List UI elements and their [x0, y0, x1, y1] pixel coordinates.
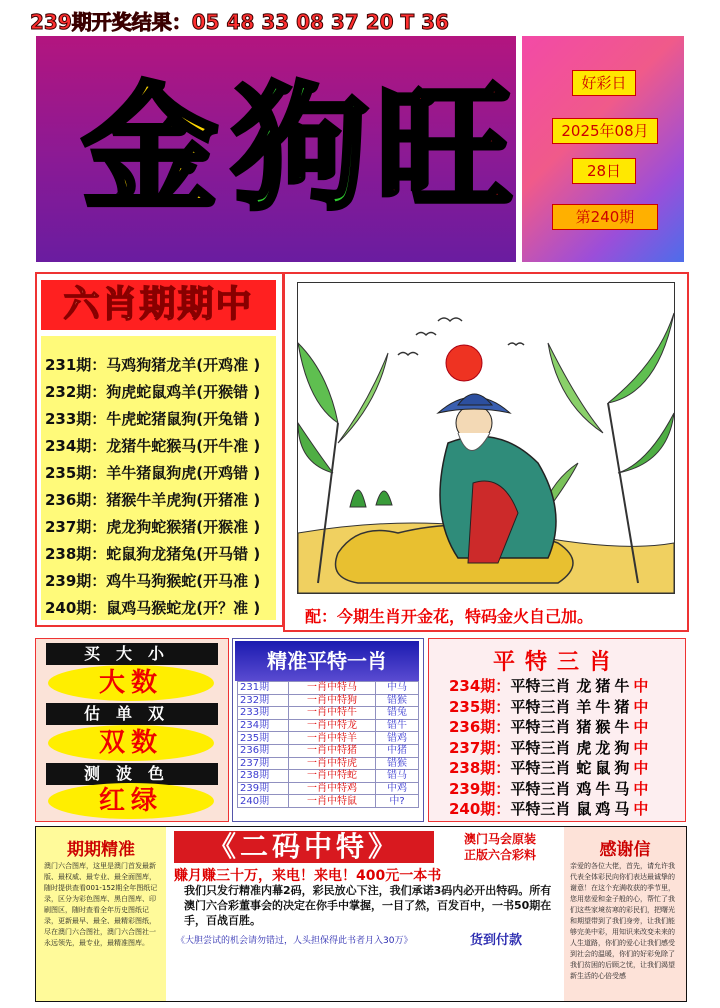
cash-on-delivery: 货到付款: [470, 933, 523, 948]
result-cell: 错猴: [376, 757, 419, 770]
last-draw-result: 239期开奖结果：05 48 33 08 37 20 T 36: [30, 10, 449, 34]
color-heading: [46, 763, 218, 785]
zodiac-text: 蛇鼠狗: [576, 759, 634, 777]
table-row: [238, 694, 419, 707]
zodiac-text: 羊牛猪: [576, 697, 634, 716]
list-item: 235期：羊牛猪鼠狗虎(开鸡错 ): [45, 464, 261, 482]
list-item: [449, 798, 648, 819]
hit-text: 中: [633, 697, 649, 716]
period-cell: 239期: [238, 782, 289, 795]
pingte-three-panel: [428, 638, 686, 822]
accuracy-text: 澳门六合图库，这里是澳门首发最新版、最权威、最专业、最全面图库，随时提供查看001-152期全年图纸记录，区分为彩色图库、黑白图库、印刷图区，随时查看全年历史图纸记录，更新最早、最全、最精彩图纸，尽在澳门六合图社，澳门六合图社一永远领先，最专业，最精准图库。: [44, 862, 158, 947]
period-cell: 238期: [238, 770, 289, 783]
list-item: [449, 737, 648, 758]
pick-cell: 一肖中特龙: [289, 719, 376, 732]
title-banner: [36, 36, 516, 262]
accuracy-title: 期期精准: [67, 840, 135, 860]
result-cell: 中鸡: [376, 782, 419, 795]
pingte-three-title: 平特三肖: [492, 650, 621, 675]
table-row: [238, 795, 419, 808]
result-cell: 中马: [376, 682, 419, 695]
period-text: 235期：: [449, 697, 511, 716]
issue-number: 第240期: [552, 204, 658, 230]
pick-cell: 一肖中特蛇: [289, 770, 376, 783]
size-heading-text: 买大小: [83, 644, 180, 663]
label-text: 平特三肖: [510, 718, 571, 736]
ad-body: 我们只发行精准内幕2码，彩民放心下注，我们承诺3码内必开出特码。所有澳门六合彩董事会的决定在你手中掌握，一目了然，百发百中，一书50期在手，百战百胜。: [184, 884, 552, 927]
thank-you-title: 感谢信: [599, 840, 651, 860]
zodiac-text: 鼠鸡马: [576, 800, 634, 818]
table-row: [238, 782, 419, 795]
illustration-image: [298, 283, 674, 593]
lucky-day-label: 好彩日: [572, 70, 636, 96]
period-text: 234期：: [449, 677, 511, 695]
period-cell: 231期: [238, 682, 289, 695]
list-item: 237期：虎龙狗蛇猴猪(开猴准 ): [45, 518, 261, 536]
list-item: 232期：狗虎蛇鼠鸡羊(开猴错 ): [45, 383, 261, 401]
zodiac-text: 龙猪牛: [576, 677, 634, 695]
list-item: [449, 716, 648, 737]
table-row: [238, 732, 419, 745]
thank-you-text: 亲爱的各位大佬，首先，请允许我代表全体彩民向你们表达最诚挚的谢意！在这个充满收获的季节里，您用慈爱和金子般的心，帮忙了我们这些家境贫寒的彩民们，把曙光和期望带到了我们身旁，让我们能够完美中彩，用知识来改变未来的人生道路，你们的爱心让我们感受到社会的温暖，你们的好彩免除了我们贫困的后顾之忧，让我们渴望新生活的心倍受感: [570, 862, 675, 980]
hit-text: 中: [633, 677, 649, 695]
result-cell: 中?: [376, 795, 419, 808]
parity-value: [48, 725, 214, 761]
result-cell: 错马: [376, 770, 419, 783]
table-row: [238, 719, 419, 732]
period-text: 240期：: [449, 800, 511, 818]
ad-slogan: 赚月赚三十万，来电！来电！400元一本书: [174, 868, 442, 884]
illustration-frame: [297, 282, 675, 594]
label-text: 平特三肖: [510, 759, 571, 777]
title-char-gold: 金: [82, 69, 218, 229]
color-heading-text: 测波色: [83, 764, 180, 783]
pick-cell: 一肖中特牛: [289, 707, 376, 720]
period-cell: 236期: [238, 744, 289, 757]
six-zodiac-title-box: [41, 280, 276, 330]
label-text: 平特三肖: [510, 738, 571, 757]
size-parity-color-panel: [35, 638, 229, 822]
period-text: 236期：: [449, 718, 511, 736]
pick-cell: 一肖中特马: [289, 682, 376, 695]
hit-text: 中: [633, 759, 649, 777]
result-cell: 错猴: [376, 694, 419, 707]
year-month: 2025年08月: [552, 118, 658, 144]
date-panel: [522, 36, 684, 262]
label-text: 平特三肖: [510, 779, 571, 798]
list-item: 238期：蛇鼠狗龙猪兔(开马错 ): [45, 545, 261, 563]
pick-cell: 一肖中特鸡: [289, 782, 376, 795]
pick-cell: 一肖中特狗: [289, 694, 376, 707]
hit-text: 中: [633, 800, 649, 818]
period-text: 237期：: [449, 738, 511, 757]
hit-text: 中: [633, 718, 649, 736]
pick-cell: 一肖中特猪: [289, 744, 376, 757]
table-row: [238, 770, 419, 783]
illustration-caption: 配：今期生肖开金花，特码金火自己加。: [305, 607, 594, 626]
list-item: [449, 696, 648, 717]
accuracy-box: [36, 827, 166, 1001]
list-item: 239期：鸡牛马狗猴蛇(开马准 ): [45, 572, 261, 590]
parity-heading-text: 估单双: [83, 704, 180, 723]
day: 28日: [572, 158, 636, 184]
label-text: 平特三肖: [510, 697, 571, 716]
result-cell: 错兔: [376, 707, 419, 720]
list-item: [449, 757, 648, 778]
size-heading: [46, 643, 218, 665]
list-item: 240期：鼠鸡马猴蛇龙(开？准 ): [45, 599, 261, 617]
color-value-text: 红绿: [98, 786, 163, 816]
bottom-ad-section: [35, 826, 687, 1002]
table-row: [238, 744, 419, 757]
period-cell: 233期: [238, 707, 289, 720]
two-code-title: 《二码中特》: [174, 831, 434, 863]
result-cell: 错牛: [376, 719, 419, 732]
zodiac-text: 鸡牛马: [576, 779, 634, 798]
result-cell: 错鸡: [376, 732, 419, 745]
six-zodiac-list: [41, 336, 276, 620]
period-cell: 232期: [238, 694, 289, 707]
two-code-ad: [170, 827, 562, 1001]
period-cell: 237期: [238, 757, 289, 770]
hit-text: 中: [633, 779, 649, 798]
color-value: [48, 783, 214, 819]
zodiac-text: 虎龙狗: [576, 738, 634, 757]
table-row: [238, 682, 419, 695]
table-row: [238, 707, 419, 720]
list-item: 233期：牛虎蛇猪鼠狗(开兔错 ): [45, 410, 261, 428]
result-cell: 中猪: [376, 744, 419, 757]
parity-value-text: 双数: [98, 728, 163, 758]
six-zodiac-title: 六肖期期中: [63, 284, 254, 325]
pingte-one-panel: [232, 638, 424, 822]
period-text: 239期：: [449, 779, 511, 798]
zodiac-text: 猪猴牛: [576, 718, 634, 736]
list-item: [449, 675, 648, 696]
illustration-panel: [283, 272, 689, 632]
pick-cell: 一肖中特羊: [289, 732, 376, 745]
size-value: [48, 665, 214, 701]
period-cell: 240期: [238, 795, 289, 808]
title-char-prosper: 旺: [376, 69, 512, 229]
period-cell: 235期: [238, 732, 289, 745]
period-text: 238期：: [449, 759, 511, 777]
pick-cell: 一肖中特虎: [289, 757, 376, 770]
label-text: 平特三肖: [510, 677, 571, 695]
macau-label: [440, 831, 560, 863]
thank-you-box: [564, 827, 686, 1001]
table-row: [238, 757, 419, 770]
macau-line2: 正版六合彩料: [463, 848, 536, 862]
pingte-one-title: 精准平特一肖: [235, 641, 419, 681]
size-value-text: 大数: [98, 668, 163, 698]
pingte-one-table: [237, 681, 419, 808]
title-char-dog: 狗: [232, 69, 368, 229]
pick-cell: 一肖中特鼠: [289, 795, 376, 808]
hit-text: 中: [633, 738, 649, 757]
list-item: 234期：龙猪牛蛇猴马(开牛准 ): [45, 437, 261, 455]
list-item: [449, 778, 648, 799]
parity-heading: [46, 703, 218, 725]
six-zodiac-panel: [35, 272, 284, 627]
label-text: 平特三肖: [510, 800, 571, 818]
list-item: 231期：马鸡狗猪龙羊(开鸡准 ): [45, 356, 261, 374]
macau-line1: 澳门马会原装: [463, 832, 536, 846]
period-cell: 234期: [238, 719, 289, 732]
ad-note: 《大胆尝试的机会请勿错过，人头担保得此书者月入30万》: [176, 936, 413, 946]
list-item: 236期：猪猴牛羊虎狗(开猪准 ): [45, 491, 261, 509]
